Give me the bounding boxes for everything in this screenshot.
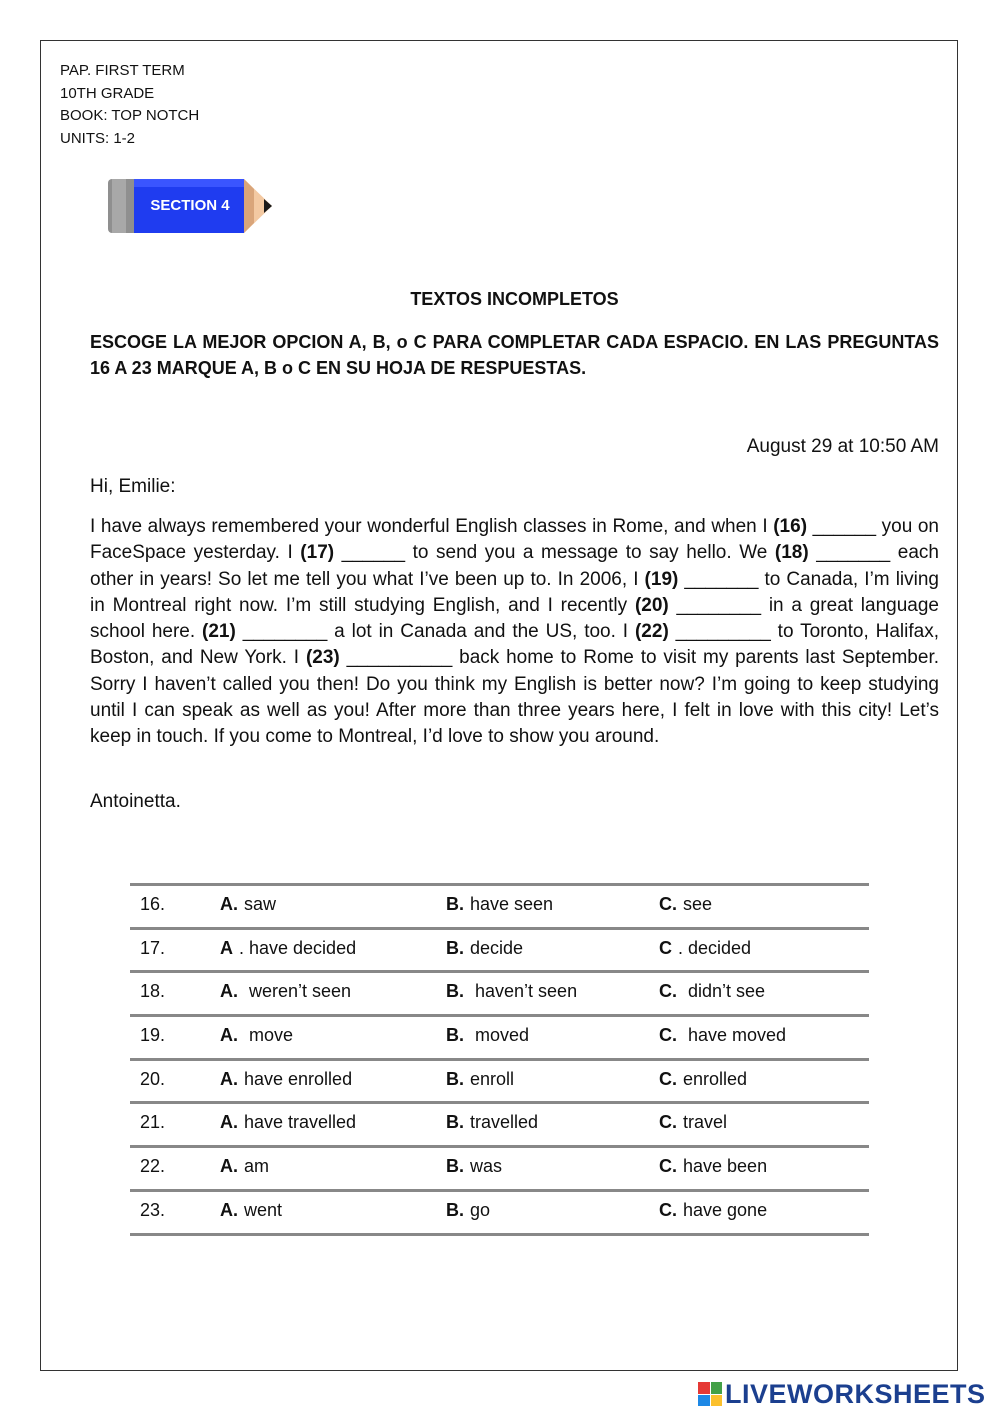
letter-greeting: Hi, Emilie: (90, 476, 176, 497)
option-a-text: . have decided (239, 937, 357, 958)
option-a-text: went (244, 1199, 283, 1220)
option-b-label: B. (446, 1024, 464, 1045)
option-c[interactable] (659, 1103, 869, 1147)
option-a-text: am (244, 1155, 270, 1176)
option-a-text: move (244, 1024, 294, 1045)
option-b-text: travelled (470, 1112, 539, 1133)
option-row (130, 928, 869, 972)
option-row (130, 1147, 869, 1191)
option-a[interactable] (220, 928, 446, 972)
option-b[interactable] (446, 972, 659, 1016)
option-b-label: B. (446, 1155, 464, 1176)
option-c-label: C (659, 937, 672, 958)
letter-text: _______ to Canada, I’m living in Montreal right now. I’m still studying English, and I recently (90, 568, 939, 616)
header-info (60, 60, 199, 150)
option-row (130, 1059, 869, 1103)
letter-text: ______ to send you a message to say hello. We (334, 542, 775, 564)
option-a-label: A. (220, 1199, 238, 1220)
option-a[interactable] (220, 1016, 446, 1060)
logo-cubes-icon (698, 1382, 722, 1406)
letter-text: _________ to Toronto, Halifax, Boston, and New York. I (90, 621, 939, 669)
option-b-label: B. (446, 1068, 464, 1089)
blank-number: (22) (634, 621, 669, 643)
option-b[interactable] (446, 1190, 659, 1234)
letter-signature: Antoinetta. (90, 791, 181, 812)
option-row (130, 1190, 869, 1234)
pencil-icon (104, 175, 276, 237)
letter-text: I have always remembered your wonderful English classes in Rome, and when I (90, 516, 774, 537)
question-number: 23. (130, 1190, 220, 1234)
blank-number: (16) (773, 516, 808, 537)
header-line-term: PAP. FIRST TERM (60, 62, 185, 79)
blank-number: (23) (305, 647, 340, 669)
option-c-label: C. (659, 1199, 677, 1220)
option-b[interactable] (446, 1016, 659, 1060)
logo-text: LIVEWORKSHEETS (725, 1378, 986, 1409)
option-c-label: C. (659, 893, 677, 914)
letter-date: August 29 at 10:50 AM (746, 436, 939, 457)
option-b-label: B. (446, 1112, 464, 1133)
option-b[interactable] (446, 1059, 659, 1103)
option-a[interactable] (220, 885, 446, 929)
option-c[interactable] (659, 972, 869, 1016)
option-row (130, 885, 869, 929)
option-b-label: B. (446, 1199, 464, 1220)
option-b-text: decide (470, 937, 524, 958)
option-a[interactable] (220, 972, 446, 1016)
option-c-label: C. (659, 1024, 677, 1045)
header-line-grade: 10TH GRADE (60, 84, 155, 102)
option-c[interactable] (659, 1016, 869, 1060)
option-row (130, 972, 869, 1016)
option-b[interactable] (446, 1147, 659, 1191)
option-a[interactable] (220, 1059, 446, 1103)
option-c-text: enrolled (683, 1068, 748, 1089)
option-row (130, 1016, 869, 1060)
option-b-label: B. (446, 937, 464, 958)
option-c-label: C. (659, 1155, 677, 1176)
letter-text: ______ you on FaceSpace yesterday. I (90, 516, 939, 564)
question-number: 21. (130, 1103, 220, 1147)
instructions: ESCOGE LA MEJOR OPCION A, B, o C PARA COMPLETAR CADA ESPACIO. EN LAS PREGUNTAS 16 A 23 MARQUE A, B o C EN SU HOJA DE RESPUESTAS. (90, 332, 939, 378)
option-c-text: have been (683, 1155, 768, 1176)
option-c-label: C. (659, 1112, 677, 1133)
blank-number: (18) (774, 542, 809, 564)
letter-body (90, 514, 939, 751)
option-b-text: was (470, 1155, 503, 1176)
option-a-label: A. (220, 893, 238, 914)
option-c-text: have moved (683, 1024, 787, 1045)
option-a-text: weren’t seen (244, 981, 352, 1002)
page-title: TEXTOS INCOMPLETOS (410, 289, 619, 309)
option-c-text: see (683, 893, 713, 914)
option-a-label: A. (220, 1068, 238, 1089)
blank-number: (21) (202, 621, 236, 643)
letter-text: ________ a lot in Canada and the US, too. I (235, 621, 635, 643)
question-number: 20. (130, 1059, 220, 1103)
option-a[interactable] (220, 1103, 446, 1147)
option-c[interactable] (659, 885, 869, 929)
option-c[interactable] (659, 1147, 869, 1191)
question-number: 18. (130, 972, 220, 1016)
option-b-text: have seen (470, 893, 554, 914)
question-number: 19. (130, 1016, 220, 1060)
blank-number: (19) (644, 568, 679, 590)
option-c-label: C. (659, 981, 677, 1002)
question-number: 16. (130, 885, 220, 929)
option-c-text: didn’t see (683, 981, 766, 1002)
option-c[interactable] (659, 1059, 869, 1103)
header-line-book: BOOK: TOP NOTCH (60, 107, 200, 124)
option-a-label: A. (220, 1024, 238, 1045)
option-a-text: have enrolled (244, 1068, 353, 1089)
question-number: 22. (130, 1147, 220, 1191)
option-a-text: have travelled (244, 1112, 357, 1133)
option-a[interactable] (220, 1147, 446, 1191)
option-b-text: moved (470, 1024, 530, 1045)
option-c-text: travel (683, 1112, 728, 1133)
blank-number: (20) (634, 594, 669, 616)
letter-text: __________ back home to Rome to visit my parents last September. Sorry I haven’t called you then! Do you think my English is better now? I’m going to keep studying until I can speak as well as you! After more than three years here, I felt in love with this city! Let’s keep in touch. If you come to Montreal, I’d love to show you around. (90, 647, 939, 748)
option-a-label: A. (220, 981, 238, 1002)
option-a-label: A. (220, 1155, 238, 1176)
option-b-text: go (470, 1199, 491, 1220)
option-row (130, 1103, 869, 1147)
option-b[interactable] (446, 885, 659, 929)
option-a-text: saw (244, 893, 277, 914)
blank-number: (17) (300, 542, 335, 564)
letter-text: ________ in a great language school here. (90, 594, 939, 643)
option-c-text: . decided (678, 937, 752, 958)
option-c[interactable] (659, 1190, 869, 1234)
option-a-label: A (220, 937, 233, 958)
option-c[interactable] (659, 928, 869, 972)
question-number: 17. (130, 928, 220, 972)
header-line-units: UNITS: 1-2 (60, 129, 136, 147)
option-b-label: B. (446, 981, 464, 1002)
option-a-label: A. (220, 1112, 238, 1133)
options-table (130, 883, 869, 1236)
option-b-text: enroll (470, 1068, 515, 1089)
liveworksheets-logo (698, 1377, 986, 1411)
option-a[interactable] (220, 1190, 446, 1234)
option-b[interactable] (446, 1103, 659, 1147)
section-label: SECTION 4 (150, 196, 230, 214)
option-b-label: B. (446, 893, 464, 914)
option-b[interactable] (446, 928, 659, 972)
option-c-text: have gone (683, 1199, 768, 1220)
option-c-label: C. (659, 1068, 677, 1089)
option-b-text: haven’t seen (470, 981, 578, 1002)
letter-text: _______ each other in years! So let me tell you what I’ve been up to. In 2006, I (90, 542, 939, 590)
